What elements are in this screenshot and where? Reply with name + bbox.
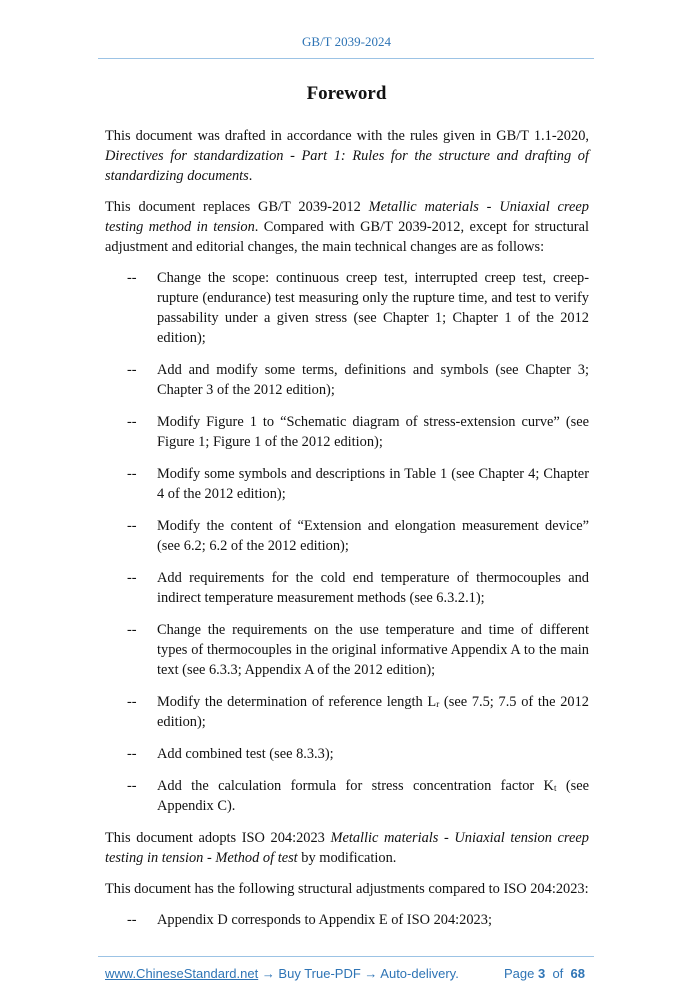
italic-title: Directives for standardization - Part 1: Rules for the structure and drafting of standardizing documents [105, 148, 589, 184]
list-item [105, 620, 589, 680]
list-item [105, 692, 589, 732]
dash-bullet: -- [127, 466, 137, 482]
footer-divider [98, 956, 594, 957]
list-item [105, 412, 589, 452]
paragraph-drafting [105, 126, 589, 186]
list-text [157, 692, 589, 732]
text: This document adopts ISO 204:2023 [105, 830, 331, 846]
list-item [105, 464, 589, 504]
list-text: Add requirements for the cold end temperature of thermocouples and indirect temperature measurement methods (see 6.3.2.1); [157, 570, 589, 606]
dash-bullet: -- [127, 778, 137, 794]
list-item [105, 568, 589, 608]
list-item [105, 744, 589, 764]
italic-title: Metallic materials - Uniaxial creep testing method in tension [105, 199, 589, 235]
italic-title: Uniaxial tension creep testing in tension [105, 830, 589, 866]
paragraph-adjustments: This document has the following structural adjustments compared to ISO 204:2023: [105, 881, 589, 897]
list-item [105, 776, 589, 816]
list-item [105, 910, 589, 930]
dash-bullet: -- [127, 570, 137, 586]
italic-title: Metallic materials [330, 830, 439, 846]
page-number: 3 [537, 966, 546, 981]
dash-bullet: -- [127, 746, 137, 762]
list-text: Change the scope: continuous creep test, interrupted creep test, creep-rupture (endurance) test measuring only the rupture time, and test to verify passability under a given stress (see Chapter 1; Chapter 1 of the 2012 edition); [157, 270, 589, 346]
list-text: Modify the content of “Extension and elongation measurement device” (see 6.2; 6.2 of the 2012 edition); [157, 518, 589, 554]
list-item [105, 516, 589, 556]
list-text [157, 776, 589, 816]
dash-bullet: -- [127, 622, 137, 638]
subscript: r [436, 699, 440, 709]
footer-left [105, 965, 459, 983]
text: . [248, 168, 253, 184]
page-label: Page [503, 966, 535, 981]
list-item [105, 268, 589, 348]
dash-bullet: -- [127, 694, 137, 710]
text: This document replaces GB/T 2039-2012 [105, 199, 369, 215]
text: . Compared with GB/T 2039-2012, except for structural adjustment and editorial changes, the main technical changes are as follows: [105, 219, 589, 255]
list-text: Modify some symbols and descriptions in Table 1 (see Chapter 4; Chapter 4 of the 2012 edition); [157, 466, 589, 502]
page-total: 68 [570, 966, 585, 981]
dash-bullet: -- [127, 362, 137, 378]
header-divider [98, 58, 594, 59]
text: (see 7.5; 7.5 of the 2012 edition); [157, 694, 589, 730]
dash-bullet: -- [127, 270, 137, 286]
footer [105, 965, 585, 983]
dash-bullet: -- [127, 912, 137, 928]
of-label: of [552, 966, 564, 981]
dash-bullet: -- [127, 518, 137, 534]
list-item [105, 360, 589, 400]
document-body [105, 126, 589, 956]
page-title: Foreword [306, 83, 387, 104]
text: by modification. [297, 850, 397, 866]
page-indicator [504, 965, 585, 983]
text: Modify the determination of reference length L [157, 694, 437, 710]
paragraph-replaces [105, 197, 589, 257]
list-text: Change the requirements on the use temperature and time of different types of thermocouples in the original informative Appendix A to the main text (see 6.3.3; Appendix A of the 2012 edition); [157, 622, 589, 678]
subscript: t [553, 783, 557, 793]
list-text: Modify Figure 1 to “Schematic diagram of stress-extension curve” (see Figure 1; Figure 1 of the 2012 edition); [157, 414, 589, 450]
text: Add the calculation formula for stress concentration factor K [157, 778, 554, 794]
list-text: Appendix D corresponds to Appendix E of ISO 204:2023; [157, 912, 492, 928]
website-link[interactable]: www.ChineseStandard.net [105, 966, 259, 981]
paragraph-adopts [105, 828, 589, 868]
list-text: Add combined test (see 8.3.3); [157, 746, 334, 762]
italic-title: Method of test [215, 850, 298, 866]
text: - [438, 830, 455, 846]
text: This document was drafted in accordance with the rules given in GB/T 1.1-2020, [105, 128, 589, 144]
footer-text: → Buy True-PDF → Auto-delivery. [258, 966, 459, 981]
dash-bullet: -- [127, 414, 137, 430]
running-header: GB/T 2039-2024 [302, 34, 391, 49]
text: (see Appendix C). [157, 778, 589, 814]
text: - [203, 850, 216, 866]
list-text: Add and modify some terms, definitions and symbols (see Chapter 3; Chapter 3 of the 2012 edition); [157, 362, 589, 398]
